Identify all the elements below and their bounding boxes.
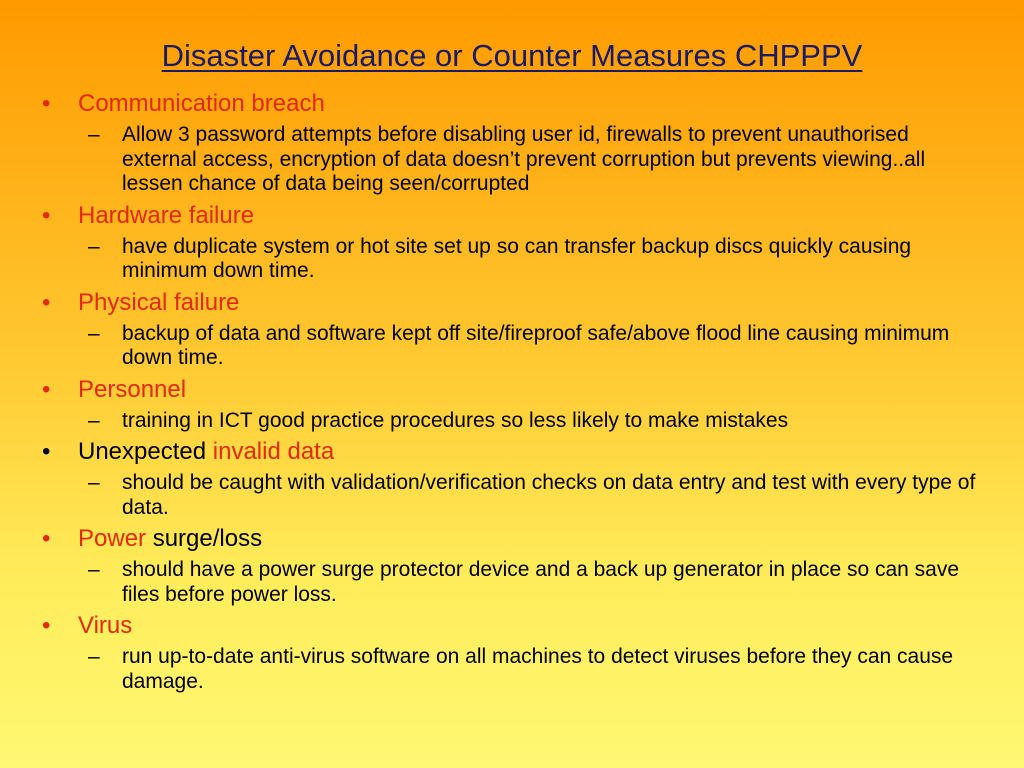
bullet-item-unexpected-invalid-data: [0, 437, 1024, 467]
dash-icon: –: [88, 558, 100, 581]
bullet-icon: •: [42, 525, 51, 552]
slide-title: Disaster Avoidance or Counter Measures CHPPPV: [161, 38, 863, 73]
bullet-heading: Virus: [78, 612, 133, 639]
sub-bullet-text: Allow 3 password attempts before disabling user id, firewalls to prevent unauthorised external access, encryption of data doesn’t prevent corruption but prevents viewing..all lessen chance of data being seen/corrupted: [122, 123, 926, 195]
bullet-icon: •: [42, 612, 51, 639]
bullet-list: [0, 87, 1024, 698]
dash-icon: –: [88, 408, 100, 432]
bullet-heading-part: surge/loss: [152, 525, 263, 552]
bullet-item-personnel: [0, 375, 1024, 405]
bullet-heading: Communication breach: [78, 90, 325, 117]
bullet-icon: •: [42, 90, 51, 117]
dash-icon: –: [88, 321, 100, 345]
bullet-heading: Physical failure: [78, 288, 240, 316]
sub-bullet-item: [0, 235, 1024, 284]
bullet-item-communication-breach: [0, 89, 1024, 119]
bullet-item-hardware-failure: [0, 201, 1024, 231]
sub-bullet-text: run up-to-date anti-virus software on all machines to detect viruses before they can cause damage.: [122, 645, 954, 693]
sub-bullet-item: [0, 645, 1024, 694]
sub-bullet-item: [0, 471, 1024, 520]
bullet-heading: Personnel: [78, 375, 187, 403]
bullet-icon: •: [42, 288, 51, 316]
dash-icon: –: [88, 234, 100, 258]
bullet-icon: •: [42, 438, 51, 465]
dash-icon: –: [88, 471, 100, 494]
sub-bullet-text: training in ICT good practice procedures so less likely to make mistakes: [122, 408, 789, 432]
sub-bullet-item: [0, 123, 1024, 197]
bullet-icon: •: [42, 375, 51, 403]
sub-bullet-text: should have a power surge protector device and a back up generator in place so can save files before power loss.: [122, 558, 960, 606]
bullet-heading-part: invalid data: [212, 438, 335, 465]
bullet-heading: Hardware failure: [78, 201, 255, 229]
bullet-item-physical-failure: [0, 288, 1024, 318]
sub-bullet-item: [0, 322, 1024, 371]
bullet-heading-part: Power: [78, 525, 153, 552]
sub-bullet-item: [0, 558, 1024, 607]
dash-icon: –: [88, 645, 100, 668]
sub-bullet-text: backup of data and software kept off site/fireproof safe/above flood line causing minimum down time.: [122, 321, 950, 369]
bullet-icon: •: [42, 201, 51, 229]
bullet-heading-part: Unexpected: [78, 438, 213, 465]
bullet-item-virus: [0, 611, 1024, 641]
sub-bullet-text: have duplicate system or hot site set up so can transfer backup discs quickly causing minimum down time.: [122, 234, 912, 282]
sub-bullet-text: should be caught with validation/verification checks on data entry and test with every type of data.: [122, 471, 976, 519]
dash-icon: –: [88, 123, 100, 146]
bullet-item-power-surge-loss: [0, 524, 1024, 554]
sub-bullet-item: [0, 409, 1024, 434]
